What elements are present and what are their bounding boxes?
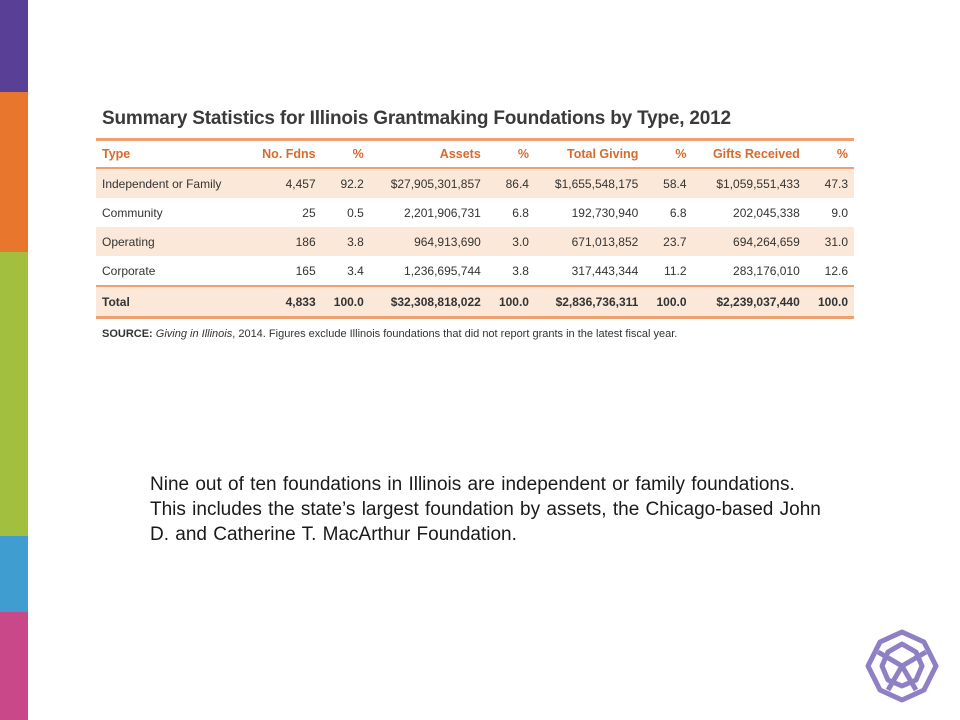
table-title: Summary Statistics for Illinois Grantmaking Foundations by Type, 2012 xyxy=(102,108,731,129)
header-cell: % xyxy=(352,147,364,161)
stripe-pink xyxy=(0,612,28,720)
statistics-table xyxy=(96,138,854,319)
table-cell: 3.8 xyxy=(322,227,370,256)
table-cell: 694,264,659 xyxy=(693,227,806,256)
table-cell: 317,443,344 xyxy=(571,263,639,278)
knot-emblem-icon xyxy=(864,628,940,704)
table-cell: 671,013,852 xyxy=(535,227,644,256)
table-cell: Independent or Family xyxy=(96,168,247,198)
stripe-orange xyxy=(0,92,28,252)
stripe-purple xyxy=(0,0,28,92)
table-cell: Corporate xyxy=(102,263,156,278)
table-cell: $1,059,551,433 xyxy=(693,168,806,198)
table-cell: 4,457 xyxy=(247,168,322,198)
table-cell: $2,239,037,440 xyxy=(693,286,806,318)
header-cell: Total Giving xyxy=(567,147,639,161)
table-cell: $27,905,301,857 xyxy=(370,168,487,198)
table-cell: $32,308,818,022 xyxy=(370,286,487,318)
table-cell: 12.6 xyxy=(824,263,848,278)
table-cell: 4,833 xyxy=(247,286,322,318)
table-cell: 92.2 xyxy=(322,168,370,198)
header-cell: Gifts Received xyxy=(712,147,800,161)
header-cell: % xyxy=(836,147,848,161)
table-cell: 9.0 xyxy=(831,205,848,220)
table-cell: 86.4 xyxy=(487,168,535,198)
table-row xyxy=(96,256,854,286)
table-cell: 186 xyxy=(247,227,322,256)
source-label: SOURCE: xyxy=(102,328,153,340)
table-row xyxy=(96,168,854,198)
stripe-green xyxy=(0,252,28,536)
table-cell: 283,176,010 xyxy=(733,263,800,278)
table-cell: 3.0 xyxy=(487,227,535,256)
table-cell: 100.0 xyxy=(487,286,535,318)
header-cell: % xyxy=(675,147,687,161)
table-cell: 6.8 xyxy=(669,205,687,220)
table-cell: 3.4 xyxy=(347,263,364,278)
table-cell: 23.7 xyxy=(644,227,692,256)
table-cell: Operating xyxy=(96,227,247,256)
table-cell: Community xyxy=(102,205,163,220)
table-cell: 0.5 xyxy=(347,205,364,220)
body-paragraph: Nine out of ten foundations in Illinois are independent or family foundations. This includes the state’s largest foundation by assets, the Chicago-based John D. and Catherine T. MacArthur Foundation. xyxy=(150,474,821,545)
table-cell: 58.4 xyxy=(644,168,692,198)
statistics-table-figure xyxy=(96,108,856,340)
table-cell: 25 xyxy=(302,205,316,220)
table-source-note xyxy=(102,328,856,340)
table-cell: $1,655,548,175 xyxy=(535,168,644,198)
stripe-blue xyxy=(0,536,28,612)
source-text: , 2014. Figures exclude Illinois foundations that did not report grants in the latest fiscal year. xyxy=(232,328,678,340)
table-row xyxy=(96,198,854,227)
table-cell: 100.0 xyxy=(644,286,692,318)
table-cell: 964,913,690 xyxy=(370,227,487,256)
table-cell: 31.0 xyxy=(806,227,854,256)
table-cell: 47.3 xyxy=(806,168,854,198)
source-title: Giving in Illinois xyxy=(155,328,233,340)
table-cell: 202,045,338 xyxy=(733,205,800,220)
table-row xyxy=(96,227,854,256)
table-cell: 11.2 xyxy=(664,263,687,278)
header-cell: No. Fdns xyxy=(262,147,316,161)
table-cell: 1,236,695,744 xyxy=(404,263,481,278)
table-cell: Total xyxy=(96,286,247,318)
table-cell: 100.0 xyxy=(806,286,854,318)
header-cell: Assets xyxy=(439,147,481,161)
table-cell: 6.8 xyxy=(512,205,529,220)
header-cell: Type xyxy=(102,147,131,161)
table-header-row xyxy=(96,140,854,169)
table-cell: 192,730,940 xyxy=(571,205,639,220)
table-cell: 165 xyxy=(295,263,316,278)
table-total-row xyxy=(96,286,854,318)
table-cell: 3.8 xyxy=(512,263,529,278)
table-cell: 2,201,906,731 xyxy=(404,205,481,220)
header-cell: % xyxy=(517,147,529,161)
table-cell: $2,836,736,311 xyxy=(535,286,644,318)
table-cell: 100.0 xyxy=(322,286,370,318)
